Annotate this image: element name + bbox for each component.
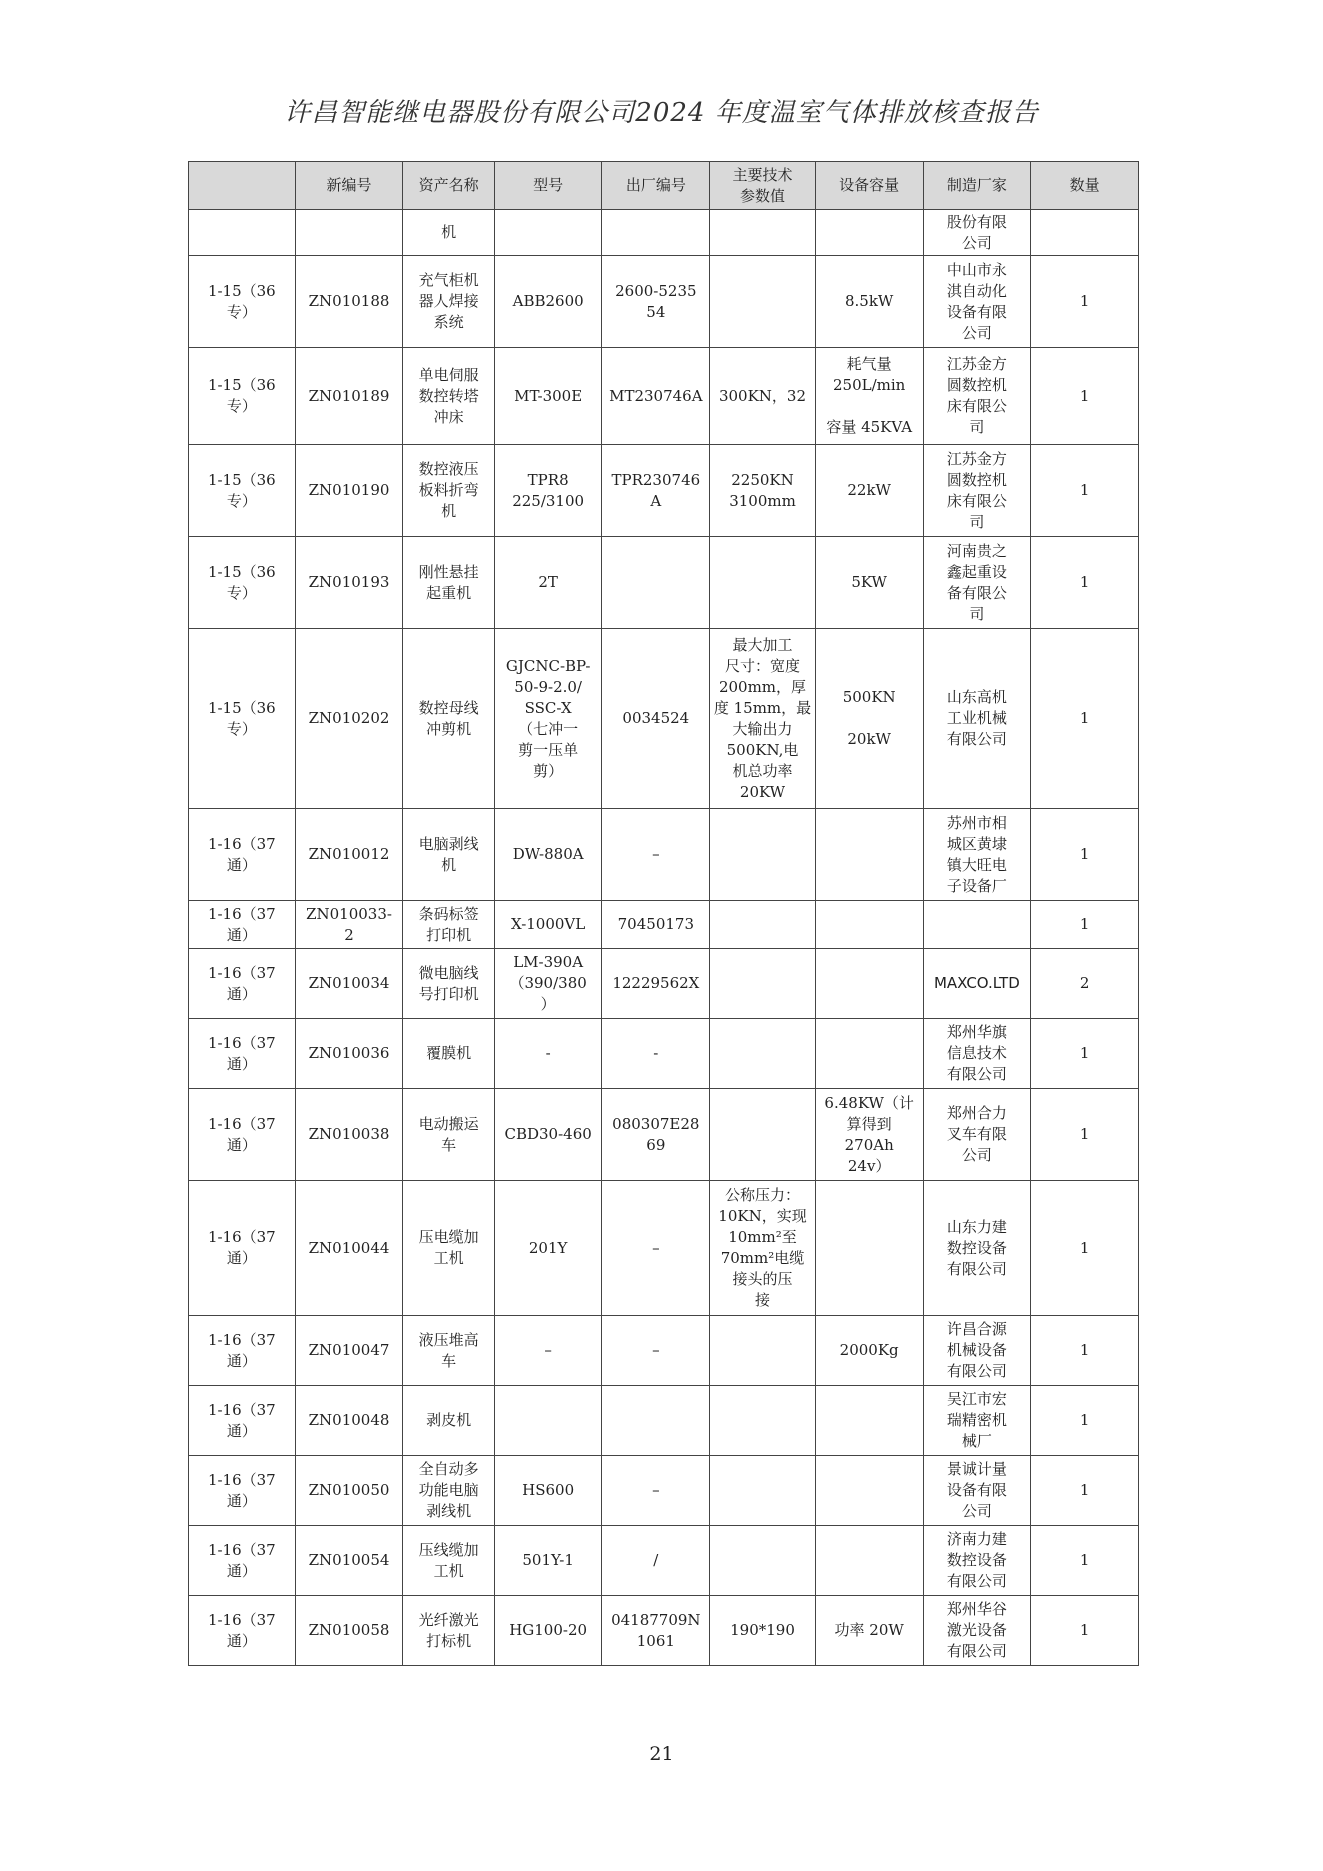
table-cell: 1-15（36 专）	[189, 348, 296, 445]
table-cell: 1-15（36 专）	[189, 256, 296, 348]
table-row	[189, 901, 1139, 949]
table-cell: 1-16（37 通）	[189, 1526, 296, 1596]
table-row	[189, 348, 1139, 445]
table-cell: 501Y-1	[494, 1526, 602, 1596]
table-cell	[710, 949, 816, 1019]
table-cell: 许昌合源 机械设备 有限公司	[923, 1316, 1031, 1386]
table-cell: 1	[1031, 1316, 1139, 1386]
header-cell: 数量	[1031, 162, 1139, 210]
table-cell: 济南力建 数控设备 有限公司	[923, 1526, 1031, 1596]
table-cell: 电动搬运 车	[403, 1089, 494, 1181]
table-cell: 1-16（37 通）	[189, 809, 296, 901]
table-cell: 1	[1031, 1181, 1139, 1316]
table-cell	[710, 1456, 816, 1526]
table-cell: ZN010033- 2	[295, 901, 403, 949]
table-cell	[710, 210, 816, 256]
table-cell: 江苏金方 圆数控机 床有限公 司	[923, 348, 1031, 445]
table-cell: ZN010034	[295, 949, 403, 1019]
table-cell: TPR8 225/3100	[494, 445, 602, 537]
table-cell: 郑州合力 叉车有限 公司	[923, 1089, 1031, 1181]
table-cell	[815, 210, 923, 256]
table-row	[189, 629, 1139, 809]
table-cell	[815, 901, 923, 949]
table-cell	[295, 210, 403, 256]
table-cell	[815, 949, 923, 1019]
table-row	[189, 1181, 1139, 1316]
table-cell: 山东高机 工业机械 有限公司	[923, 629, 1031, 809]
table-cell: 1	[1031, 901, 1139, 949]
table-row	[189, 1456, 1139, 1526]
table-cell: 0034524	[602, 629, 710, 809]
table-cell	[710, 537, 816, 629]
table-cell: 1	[1031, 1456, 1139, 1526]
table-cell: 电脑剥线 机	[403, 809, 494, 901]
table-cell	[494, 210, 602, 256]
table-cell: 液压堆高 车	[403, 1316, 494, 1386]
table-cell: 数控母线 冲剪机	[403, 629, 494, 809]
table-cell	[602, 210, 710, 256]
header-cell: 制造厂家	[923, 162, 1031, 210]
table-cell: 剥皮机	[403, 1386, 494, 1456]
table-cell: ZN010058	[295, 1596, 403, 1666]
table-cell: 光纤激光 打标机	[403, 1596, 494, 1666]
table-cell: /	[602, 1526, 710, 1596]
table-cell	[710, 901, 816, 949]
table-cell: 1-16（37 通）	[189, 901, 296, 949]
table-cell: 功率 20W	[815, 1596, 923, 1666]
table-row	[189, 210, 1139, 256]
table-cell: ZN010012	[295, 809, 403, 901]
header-cell: 主要技术 参数值	[710, 162, 816, 210]
table-cell: –	[602, 1181, 710, 1316]
table-cell: 2000Kg	[815, 1316, 923, 1386]
table-cell: 12229562X	[602, 949, 710, 1019]
table-row	[189, 1596, 1139, 1666]
table-cell: ABB2600	[494, 256, 602, 348]
table-cell: 1-15（36 专）	[189, 629, 296, 809]
header-cell: 设备容量	[815, 162, 923, 210]
table-cell: MT230746A	[602, 348, 710, 445]
table-cell: 机	[403, 210, 494, 256]
table-cell: ZN010190	[295, 445, 403, 537]
table-cell: ZN010044	[295, 1181, 403, 1316]
table-cell: 1-16（37 通）	[189, 1316, 296, 1386]
table-cell: 江苏金方 圆数控机 床有限公 司	[923, 445, 1031, 537]
table-cell: ZN010202	[295, 629, 403, 809]
table-cell	[815, 1456, 923, 1526]
table-cell: 190*190	[710, 1596, 816, 1666]
table-cell: 1	[1031, 1596, 1139, 1666]
table-cell: ZN010048	[295, 1386, 403, 1456]
table-row	[189, 256, 1139, 348]
table-cell: 1	[1031, 256, 1139, 348]
table-row	[189, 1526, 1139, 1596]
table-cell: 郑州华谷 激光设备 有限公司	[923, 1596, 1031, 1666]
table-cell: 201Y	[494, 1181, 602, 1316]
table-cell: 2600-5235 54	[602, 256, 710, 348]
table-cell: 河南贵之 鑫起重设 备有限公 司	[923, 537, 1031, 629]
table-cell: 公称压力： 10KN，实现 10mm²至 70mm²电缆 接头的压 接	[710, 1181, 816, 1316]
table-cell: ZN010050	[295, 1456, 403, 1526]
table-cell: 1	[1031, 809, 1139, 901]
table-cell: ZN010047	[295, 1316, 403, 1386]
table-cell: 1-16（37 通）	[189, 949, 296, 1019]
table-cell: ZN010193	[295, 537, 403, 629]
table-cell: 1-15（36 专）	[189, 537, 296, 629]
table-cell: 最大加工 尺寸：宽度 200mm，厚 度 15mm，最 大输出力 500KN,电 机总功率 20KW	[710, 629, 816, 809]
table-cell	[815, 1181, 923, 1316]
table-cell: 04187709N 1061	[602, 1596, 710, 1666]
table-cell: 中山市永 淇自动化 设备有限 公司	[923, 256, 1031, 348]
table-cell: 70450173	[602, 901, 710, 949]
table-cell	[1031, 210, 1139, 256]
table-cell: ZN010054	[295, 1526, 403, 1596]
table-cell: 1	[1031, 1386, 1139, 1456]
table-cell	[710, 1526, 816, 1596]
asset-table	[188, 161, 1139, 1666]
table-cell: 苏州市相 城区黄埭 镇大旺电 子设备厂	[923, 809, 1031, 901]
table-cell	[710, 1386, 816, 1456]
table-cell: 吴江市宏 瑞精密机 械厂	[923, 1386, 1031, 1456]
table-cell: 充气柜机 器人焊接 系统	[403, 256, 494, 348]
table-cell: 全自动多 功能电脑 剥线机	[403, 1456, 494, 1526]
table-cell: 8.5kW	[815, 256, 923, 348]
table-cell	[815, 1019, 923, 1089]
table-cell: 数控液压 板料折弯 机	[403, 445, 494, 537]
table-cell: 22kW	[815, 445, 923, 537]
table-row	[189, 1316, 1139, 1386]
header-cell: 新编号	[295, 162, 403, 210]
table-cell: 500KN 20kW	[815, 629, 923, 809]
table-cell: MAXCO.LTD	[923, 949, 1031, 1019]
table-cell: 1-16（37 通）	[189, 1089, 296, 1181]
table-cell: 刚性悬挂 起重机	[403, 537, 494, 629]
table-cell	[815, 1386, 923, 1456]
table-cell: 1-16（37 通）	[189, 1181, 296, 1316]
table-cell: 080307E28 69	[602, 1089, 710, 1181]
table-cell: MT-300E	[494, 348, 602, 445]
table-cell: 1	[1031, 537, 1139, 629]
table-cell	[602, 537, 710, 629]
table-cell: 股份有限 公司	[923, 210, 1031, 256]
table-header-row	[189, 162, 1139, 210]
table-cell	[710, 1316, 816, 1386]
header-cell: 型号	[494, 162, 602, 210]
table-cell	[710, 809, 816, 901]
table-cell: 1-15（36 专）	[189, 445, 296, 537]
table-cell: 1	[1031, 445, 1139, 537]
table-cell	[710, 1089, 816, 1181]
table-cell: 山东力建 数控设备 有限公司	[923, 1181, 1031, 1316]
table-cell: GJCNC-BP- 50-9-2.0/ SSC-X （七冲一 剪一压单 剪）	[494, 629, 602, 809]
table-cell: ZN010188	[295, 256, 403, 348]
table-cell: 1	[1031, 348, 1139, 445]
table-cell: ZN010189	[295, 348, 403, 445]
table-cell: 郑州华旗 信息技术 有限公司	[923, 1019, 1031, 1089]
table-row	[189, 1019, 1139, 1089]
table-row	[189, 1386, 1139, 1456]
table-cell: –	[494, 1316, 602, 1386]
table-cell: LM-390A （390/380 ）	[494, 949, 602, 1019]
header-cell: 出厂编号	[602, 162, 710, 210]
table-cell: 1	[1031, 1089, 1139, 1181]
table-cell: 景诚计量 设备有限 公司	[923, 1456, 1031, 1526]
table-row	[189, 809, 1139, 901]
table-cell	[815, 1526, 923, 1596]
table-cell: HS600	[494, 1456, 602, 1526]
table-cell: 1	[1031, 1019, 1139, 1089]
table-cell	[710, 1019, 816, 1089]
table-cell: 1-16（37 通）	[189, 1596, 296, 1666]
table-cell: 5KW	[815, 537, 923, 629]
table-cell: 6.48KW（计 算得到 270Ah 24v）	[815, 1089, 923, 1181]
table-cell: 300KN，32	[710, 348, 816, 445]
table-cell: X-1000VL	[494, 901, 602, 949]
table-cell: -	[494, 1019, 602, 1089]
table-cell	[602, 1386, 710, 1456]
header-cell: 资产名称	[403, 162, 494, 210]
table-cell: 1	[1031, 629, 1139, 809]
table-row	[189, 949, 1139, 1019]
table-cell: 压线缆加 工机	[403, 1526, 494, 1596]
table-row	[189, 537, 1139, 629]
table-cell: –	[602, 1316, 710, 1386]
header-cell	[189, 162, 296, 210]
table-cell	[494, 1386, 602, 1456]
table-cell: 2250KN 3100mm	[710, 445, 816, 537]
table-cell: –	[602, 1456, 710, 1526]
table-cell: 条码标签 打印机	[403, 901, 494, 949]
table-cell: DW-880A	[494, 809, 602, 901]
table-cell: ZN010036	[295, 1019, 403, 1089]
table-cell: TPR230746 A	[602, 445, 710, 537]
table-cell	[815, 809, 923, 901]
table-cell: ZN010038	[295, 1089, 403, 1181]
table-row	[189, 445, 1139, 537]
table-cell: 1-16（37 通）	[189, 1456, 296, 1526]
page-number: 21	[649, 1743, 674, 1765]
table-cell: -	[602, 1019, 710, 1089]
page-title: 许昌智能继电器股份有限公司2024 年度温室气体排放核查报告	[284, 98, 1039, 128]
table-cell: CBD30-460	[494, 1089, 602, 1181]
table-cell	[189, 210, 296, 256]
table-cell: 1-16（37 通）	[189, 1019, 296, 1089]
table-cell: 1	[1031, 1526, 1139, 1596]
table-cell: 2	[1031, 949, 1139, 1019]
table-row	[189, 1089, 1139, 1181]
table-cell: 单电伺服 数控转塔 冲床	[403, 348, 494, 445]
table-body	[189, 210, 1139, 1666]
table-cell	[923, 901, 1031, 949]
table-cell: 1-16（37 通）	[189, 1386, 296, 1456]
table-cell: 耗气量 250L/min 容量 45KVA	[815, 348, 923, 445]
table-cell: 覆膜机	[403, 1019, 494, 1089]
table-cell: 2T	[494, 537, 602, 629]
table-cell: HG100-20	[494, 1596, 602, 1666]
table-cell: –	[602, 809, 710, 901]
table-cell: 微电脑线 号打印机	[403, 949, 494, 1019]
table-cell	[710, 256, 816, 348]
table-cell: 压电缆加 工机	[403, 1181, 494, 1316]
